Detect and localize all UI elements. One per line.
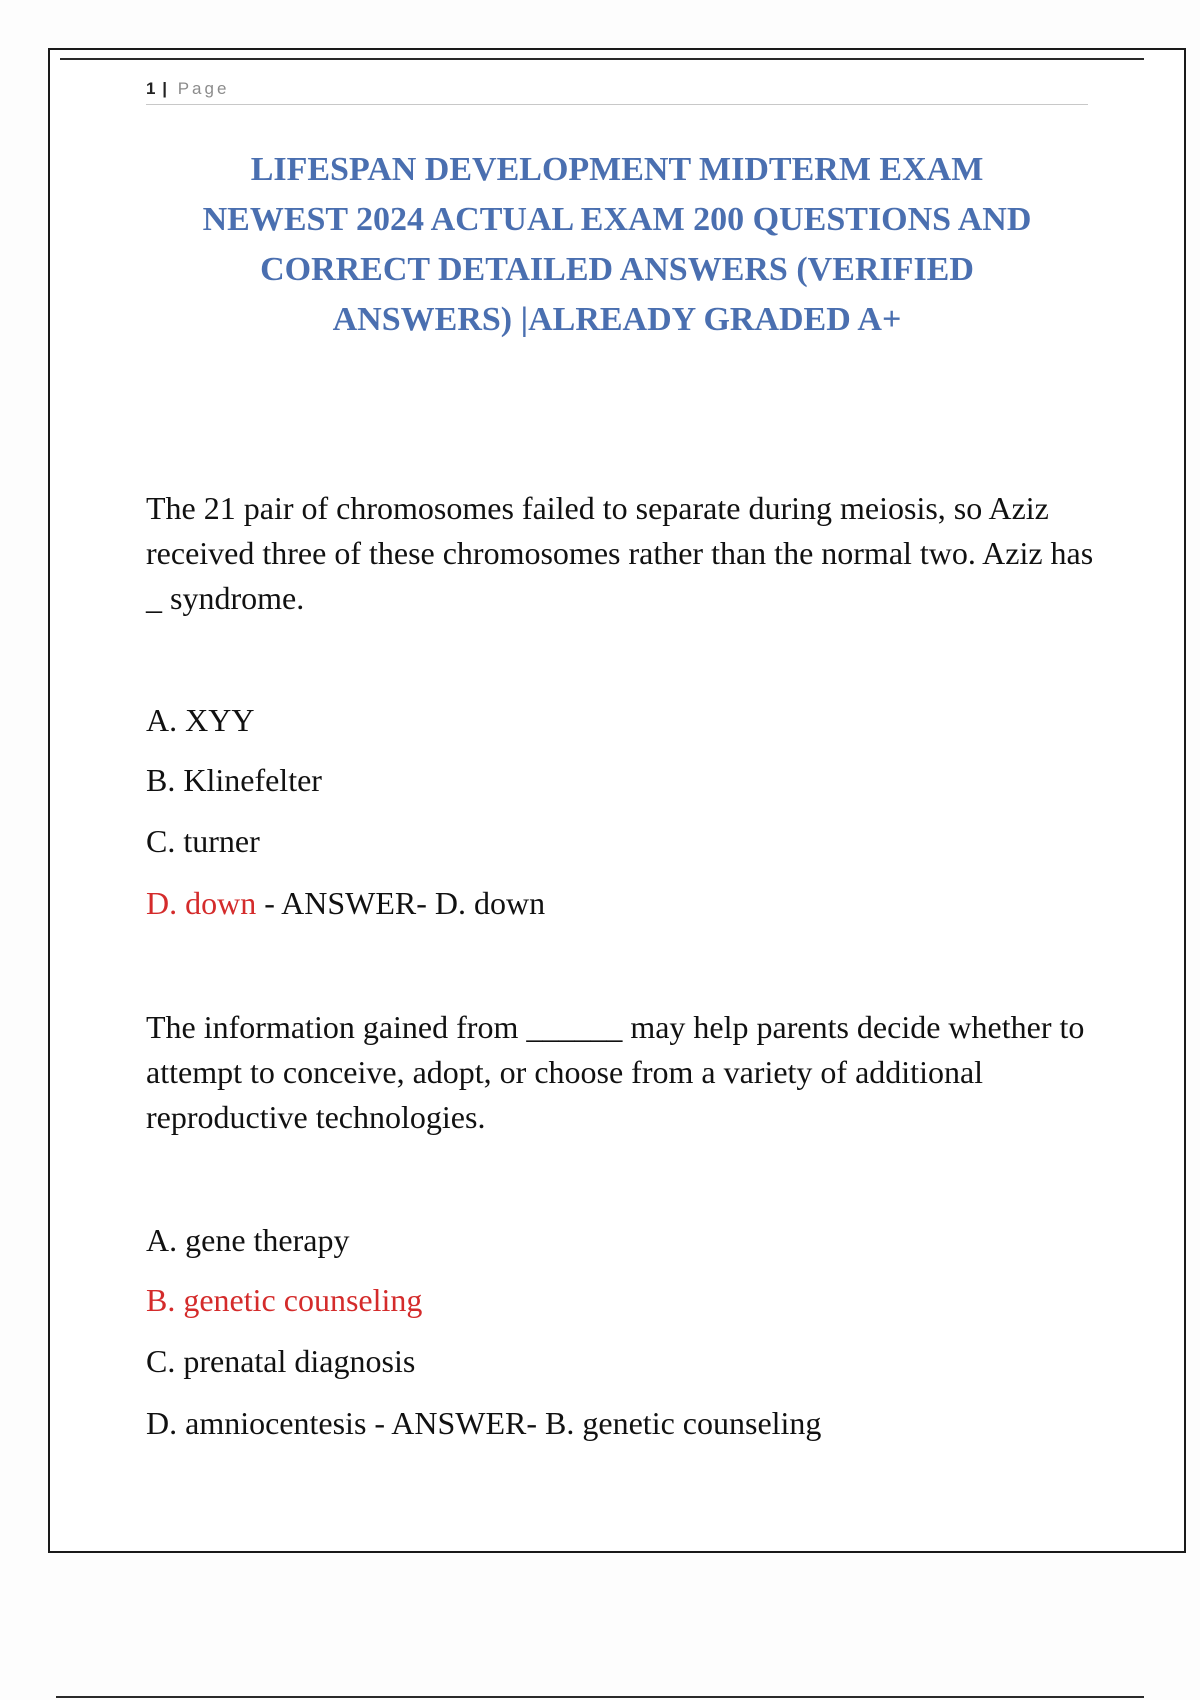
question-2-option-b: [146, 1280, 422, 1320]
page-number: 1: [146, 79, 156, 98]
title-line-2: NEWEST 2024 ACTUAL EXAM 200 QUESTIONS AND: [202, 201, 1032, 238]
header-separator: |: [162, 79, 167, 98]
question-2-option-d: [146, 1403, 821, 1443]
question-1-correct-option: D. down: [146, 885, 257, 921]
question-1-option-d: [146, 883, 545, 923]
question-1-option-b: B. Klinefelter: [146, 762, 322, 798]
question-1-option-a: A. XYY: [146, 702, 255, 738]
question-1-option-c: C. turner: [146, 823, 260, 859]
top-rule: [60, 58, 1144, 60]
question-1-answer: - ANSWER- D. down: [256, 885, 546, 921]
question-2-option-d-label: D. amniocentesis: [146, 1405, 367, 1441]
question-2-text: The information gained from ______ may help parents decide whether to attempt to conceive, adopt, or choose from a variety of additional reproductive technologies.: [146, 1009, 1085, 1135]
question-1-text: The 21 pair of chromosomes failed to separate during meiosis, so Aziz received three of these chromosomes rather than the normal two. Aziz has _ syndrome.: [146, 490, 1094, 616]
title-line-4: ANSWERS) |ALREADY GRADED A+: [332, 301, 902, 338]
question-2-option-a: A. gene therapy: [146, 1222, 350, 1258]
title-line-3: CORRECT DETAILED ANSWERS (VERIFIED: [260, 251, 974, 288]
question-2-option-c: C. prenatal diagnosis: [146, 1343, 416, 1379]
question-2-correct-option: B. genetic counseling: [146, 1282, 423, 1318]
title-line-1: LIFESPAN DEVELOPMENT MIDTERM EXAM: [250, 151, 984, 188]
document-title: [146, 145, 1088, 345]
question-2-answer: - ANSWER- B. genetic counseling: [366, 1405, 822, 1441]
next-page-rule: [56, 1696, 1144, 1698]
page-label: Page: [177, 79, 230, 98]
page-frame: [48, 48, 1186, 1553]
page-header: [146, 74, 1088, 105]
